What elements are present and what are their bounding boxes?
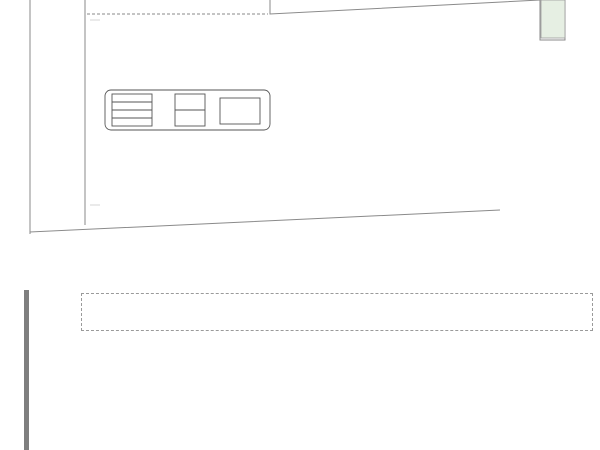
legend-item xyxy=(431,431,450,447)
legend-item xyxy=(431,415,450,431)
legend-titlebox xyxy=(81,293,593,331)
legend-item xyxy=(82,333,101,349)
legend-item xyxy=(82,415,101,431)
legend-item xyxy=(256,333,275,349)
legend-item xyxy=(431,366,450,382)
legend-item xyxy=(256,366,275,382)
legend-item xyxy=(431,382,450,398)
legend-item xyxy=(256,431,275,447)
legend-item xyxy=(431,399,450,415)
legend-item xyxy=(82,366,101,382)
legend-item xyxy=(82,349,101,365)
legend-item xyxy=(256,399,275,415)
legend-sidebar xyxy=(24,290,29,450)
legend-item xyxy=(256,349,275,365)
legend-column-2 xyxy=(256,333,275,448)
legend-panel xyxy=(24,290,600,450)
legend-item xyxy=(431,349,450,365)
legend-item xyxy=(256,382,275,398)
legend-item xyxy=(82,399,101,415)
legend-item xyxy=(431,333,450,349)
legend-item xyxy=(82,431,101,447)
legend-item xyxy=(256,415,275,431)
legend-item xyxy=(82,382,101,398)
legend-column-3 xyxy=(431,333,450,448)
green-area xyxy=(541,0,565,38)
legend-column-1 xyxy=(82,333,101,448)
